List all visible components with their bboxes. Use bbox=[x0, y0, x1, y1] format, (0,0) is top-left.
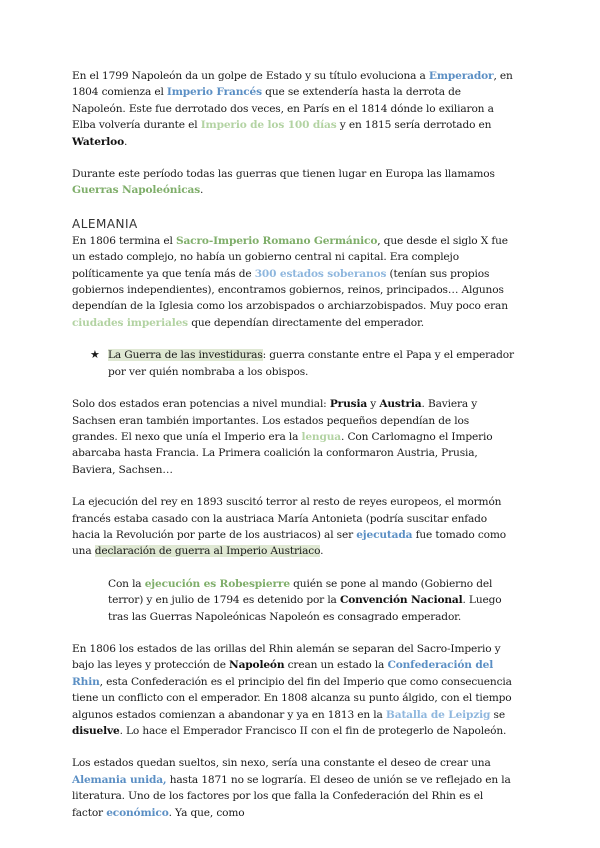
term-prusia: Prusia bbox=[329, 398, 368, 411]
text: . Luego tras las Guerras Napoleónicas Napoleón es consagrado emperador. bbox=[108, 594, 502, 623]
text: Solo dos estados eran potencias a nivel mundial: bbox=[72, 398, 330, 411]
section-heading: ALEMANIA bbox=[72, 216, 138, 231]
paragraph-guerras bbox=[72, 166, 515, 199]
text: , que desde el siglo X fue un estado complejo, no había un gobierno central ni capital. Era complejo políticamente ya que tenía más de bbox=[72, 234, 508, 280]
term-austria: Austria bbox=[379, 398, 422, 411]
term-ejecutada: ejecutada bbox=[356, 528, 413, 541]
paragraph-alemania-unida bbox=[72, 755, 515, 821]
text: . Ya que, como bbox=[168, 806, 245, 819]
text: , esta Confederación es el principio del fin del Imperio que como consecuencia tiene un conflicto con el emperador. En 1808 alcanza su punto álgido, con el tiempo algunos estados comienzan a abandonar y ya en 1813 en la bbox=[72, 675, 512, 721]
term-economico: económico bbox=[106, 806, 169, 819]
term-confederacion-rhin: Confederación del Rhin bbox=[72, 659, 494, 688]
term-estados-soberanos: 300 estados soberanos bbox=[254, 267, 387, 280]
text: y bbox=[367, 398, 380, 411]
text: La ejecución del rey en 1893 suscitó terror al resto de reyes europeos, el mormón francés estaba casado con la austriaca María Antonieta (podría suscitar enfado hacia la Revolución por parte de los austriacos) al ser bbox=[72, 496, 502, 541]
star-bullet-icon: ★ bbox=[90, 348, 100, 362]
term-robespierre: ejecución es Robespierre bbox=[144, 577, 290, 590]
text: quién se pone al mando (Gobierno del terror) y en julio de 1794 es detenido por la bbox=[108, 577, 493, 607]
text: , en 1804 comienza el bbox=[72, 70, 513, 99]
paragraph-potencias bbox=[72, 396, 515, 478]
text: En 1806 termina el bbox=[72, 234, 176, 247]
text: . bbox=[320, 545, 324, 558]
paragraph-ejecucion-rey bbox=[72, 494, 515, 560]
term-napoleon: Napoleón bbox=[229, 659, 285, 672]
text: que se extendería hasta la derrota de Napoleón. Este fue derrotado dos veces, en París en el 1814 dónde lo exiliaron a Elba volvería durante el bbox=[72, 86, 494, 132]
text: . bbox=[200, 184, 204, 197]
paragraph-napoleon bbox=[72, 68, 515, 150]
term-guerras-napoleonicas: Guerras Napoleónicas bbox=[72, 184, 201, 197]
text: . Baviera y Sachsen eran también importantes. Los estados pequeños dependían de los grandes. El nexo que unía el Imperio era la bbox=[72, 398, 478, 443]
term-declaracion-guerra: declaración de guerra al Imperio Austriaco bbox=[94, 545, 321, 558]
document-body bbox=[72, 68, 515, 821]
text: . bbox=[124, 135, 128, 148]
text: (tenían sus propios gobiernos independientes), encontramos gobiernos, reinos, principados… Algunos dependían de la Iglesia como los arzobispados o archiarzobispados. Muy poco eran bbox=[72, 267, 508, 313]
term-ciudades-imperiales: ciudades imperiales bbox=[72, 316, 188, 329]
text: . Con Carlomagno el Imperio abarcaba hasta Francia. La Primera coalición la conformaron Austria, Prusia, Baviera, Sachsen… bbox=[72, 430, 493, 476]
paragraph-sacro-imperio bbox=[72, 233, 515, 331]
text: En el 1799 Napoleón da un golpe de Estado y su título evoluciona a bbox=[72, 70, 429, 82]
text: crean un estado la bbox=[284, 659, 388, 672]
text: . Lo hace el Emperador Francisco II con el fin de protegerlo de Napoleón. bbox=[119, 725, 507, 737]
paragraph-robespierre bbox=[108, 576, 515, 625]
text: Durante este período todas las guerras que tienen lugar en Europa las llamamos bbox=[72, 168, 495, 181]
text: que dependían directamente del emperador. bbox=[187, 316, 424, 329]
term-batalla-leipzig: Batalla de Leipzig bbox=[385, 708, 491, 721]
term-imperio-100-dias: Imperio de los 100 días bbox=[200, 119, 337, 132]
bullet-text bbox=[108, 347, 515, 380]
text: se bbox=[490, 708, 505, 721]
text: : guerra constante entre el Papa y el emperador por ver quién nombraba a los obispos. bbox=[108, 349, 514, 378]
term-emperador: Emperador bbox=[428, 70, 494, 82]
term-convencion-nacional: Convención Nacional bbox=[339, 594, 463, 607]
term-alemania-unida: Alemania unida, bbox=[72, 773, 167, 786]
text: En 1806 los estados de las orillas del Rhin alemán se separan del Sacro-Imperio y bajo las leyes y protección de bbox=[72, 642, 501, 672]
bullet-item bbox=[90, 347, 515, 380]
term-sacro-imperio: Sacro-Imperio Romano Germánico bbox=[175, 234, 378, 247]
paragraph-confederacion bbox=[72, 641, 515, 739]
text: hasta 1871 no se lograría. El deseo de unión se ve reflejado en la literatura. Uno de los factores por los que falla la Confederación del Rhin es el factor bbox=[72, 773, 511, 819]
text: fue tomado como una bbox=[72, 528, 506, 558]
text: Los estados quedan sueltos, sin nexo, sería una constante el deseo de crear una bbox=[72, 757, 491, 770]
text: y en 1815 sería derrotado en bbox=[336, 119, 492, 132]
term-disuelve: disuelve bbox=[72, 725, 120, 737]
term-lengua: lengua bbox=[301, 430, 342, 443]
term-imperio-frances: Imperio Francés bbox=[166, 86, 262, 99]
text: Con la bbox=[108, 577, 145, 590]
term-investiduras: La Guerra de las investiduras bbox=[108, 349, 263, 362]
term-waterloo: Waterloo bbox=[72, 135, 125, 148]
